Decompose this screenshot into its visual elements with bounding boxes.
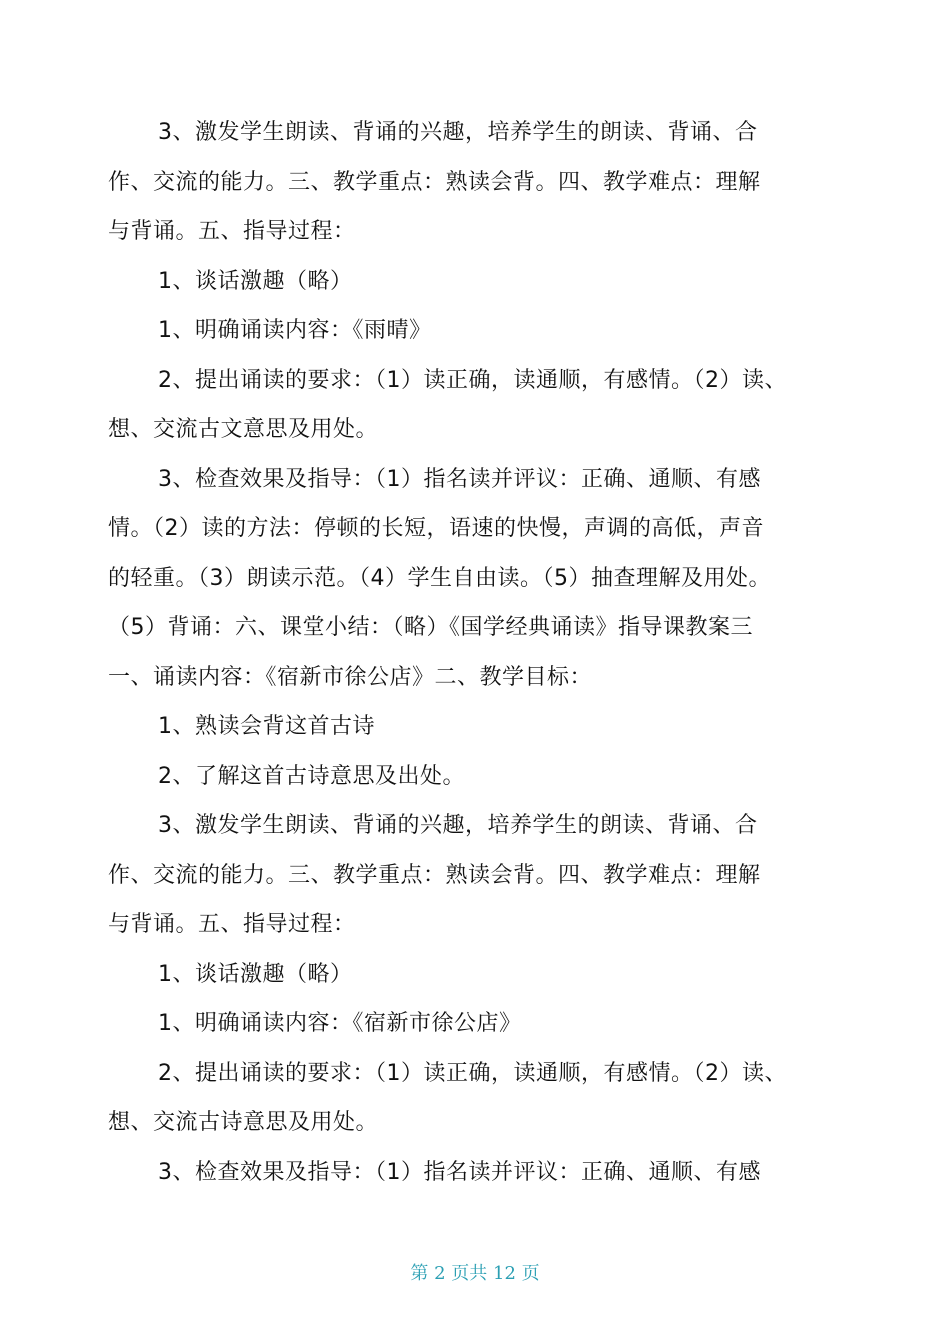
text-line: 想、交流古诗意思及用处。 [108, 1110, 379, 1135]
text-line: 的轻重。（3）朗读示范。（4）学生自由读。（5）抽查理解及用处。 [108, 566, 771, 591]
text-line: 1、熟读会背这首古诗 [158, 714, 375, 739]
text-line: 情。（2）读的方法：停顿的长短，语速的快慢，声调的高低，声音 [108, 516, 764, 541]
text-line: 与背诵。五、指导过程： [108, 912, 356, 937]
text-line: 1、谈话激趣（略） [158, 962, 353, 987]
text-line: （5）背诵：六、课堂小结：（略）《国学经典诵读》指导课教案三 [108, 615, 753, 640]
text-line: 与背诵。五、指导过程： [108, 219, 356, 244]
text-line: 2、提出诵读的要求：（1）读正确，读通顺，有感情。（2）读、 [158, 368, 787, 393]
text-line: 2、了解这首古诗意思及出处。 [158, 764, 465, 789]
text-line: 作、交流的能力。三、教学重点：熟读会背。四、教学难点：理解 [108, 170, 761, 195]
text-line: 1、明确诵读内容：《雨晴》 [158, 318, 432, 343]
text-line: 想、交流古文意思及用处。 [108, 417, 379, 442]
text-line: 作、交流的能力。三、教学重点：熟读会背。四、教学难点：理解 [108, 863, 761, 888]
text-line: 一、诵读内容：《宿新市徐公店》二、教学目标： [108, 665, 593, 690]
text-line: 3、激发学生朗读、背诵的兴趣，培养学生的朗读、背诵、合 [158, 120, 758, 145]
page-number-footer: 第 2 页共 12 页 [410, 1263, 540, 1284]
text-line: 3、检查效果及指导：（1）指名读并评议：正确、通顺、有感 [158, 467, 761, 492]
text-line: 1、明确诵读内容：《宿新市徐公店》 [158, 1011, 522, 1036]
text-line: 2、提出诵读的要求：（1）读正确，读通顺，有感情。（2）读、 [158, 1061, 787, 1086]
text-line: 3、激发学生朗读、背诵的兴趣，培养学生的朗读、背诵、合 [158, 813, 758, 838]
text-line: 1、谈话激趣（略） [158, 269, 353, 294]
text-line: 3、检查效果及指导：（1）指名读并评议：正确、通顺、有感 [158, 1160, 761, 1185]
